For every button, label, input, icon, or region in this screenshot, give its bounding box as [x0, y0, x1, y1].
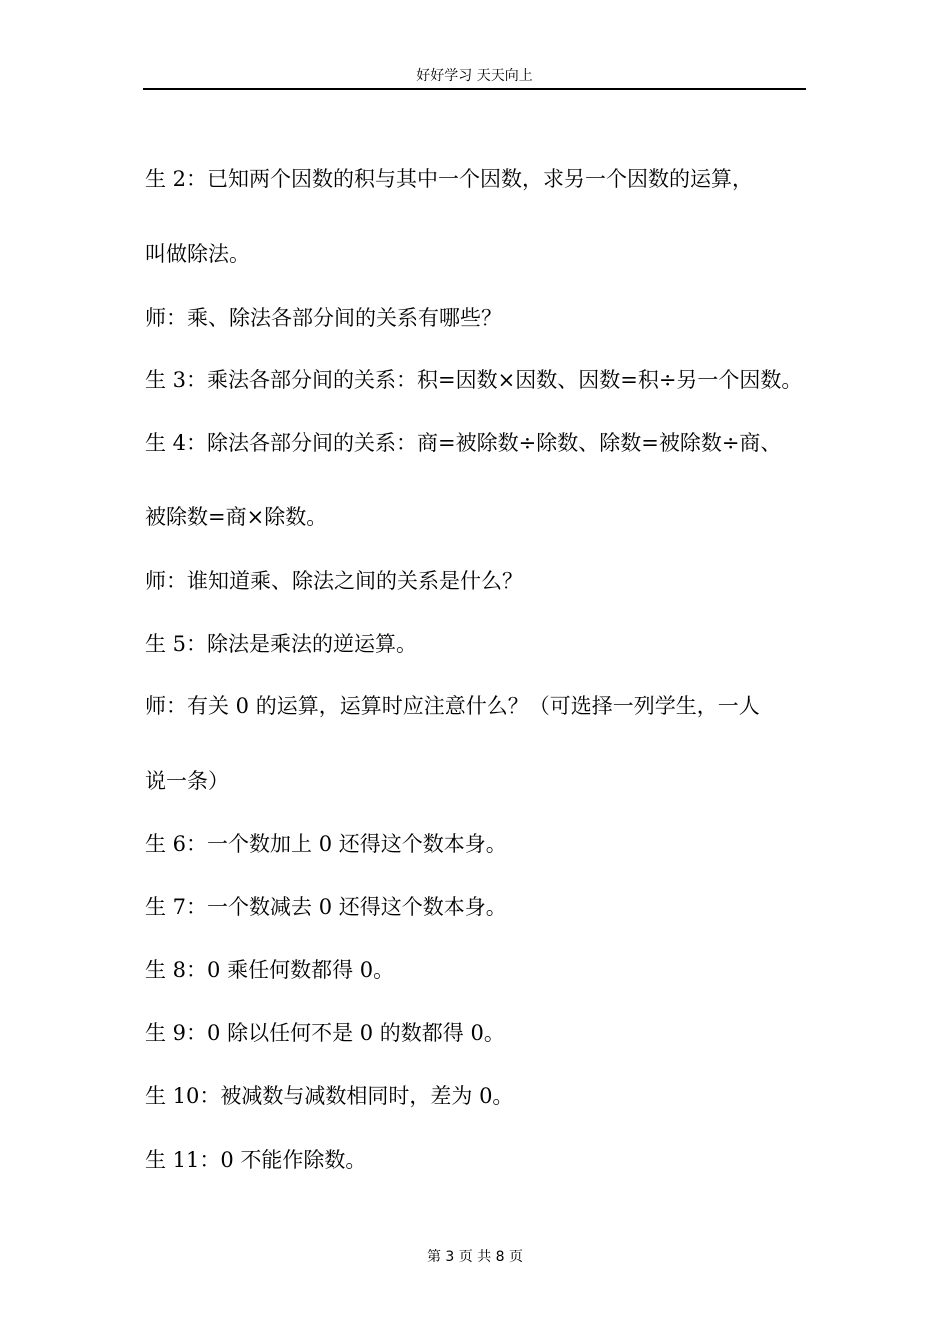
paragraph-line: 师：谁知道乘、除法之间的关系是什么？ — [145, 569, 523, 593]
page-footer: 第 3 页 共 8 页 — [426, 1249, 524, 1265]
paragraph-line: 师：有关 0 的运算，运算时应注意什么？（可选择一列学生，一人 — [145, 694, 760, 718]
paragraph-line: 生 3：乘法各部分间的关系：积=因数×因数、因数=积÷另一个因数。 — [145, 368, 803, 392]
paragraph-line: 生 11：0 不能作除数。 — [145, 1148, 367, 1172]
paragraph-line: 生 8：0 乘任何数都得 0。 — [145, 958, 395, 982]
paragraph-line: 说一条） — [145, 769, 229, 793]
page-header: 好好学习 天天向上 — [143, 66, 806, 90]
paragraph-line: 生 2：已知两个因数的积与其中一个因数，求另一个因数的运算， — [145, 167, 754, 191]
paragraph-line: 叫做除法。 — [145, 242, 250, 266]
paragraph-line: 生 7：一个数减去 0 还得这个数本身。 — [145, 895, 507, 919]
paragraph-line: 生 4：除法各部分间的关系：商=被除数÷除数、除数=被除数÷商、 — [145, 431, 782, 455]
paragraph-line: 师：乘、除法各部分间的关系有哪些？ — [145, 306, 502, 330]
paragraph-line: 生 6：一个数加上 0 还得这个数本身。 — [145, 832, 507, 856]
paragraph-line: 被除数=商×除数。 — [145, 505, 328, 529]
paragraph-line: 生 9：0 除以任何不是 0 的数都得 0。 — [145, 1021, 505, 1045]
paragraph-line: 生 10：被减数与减数相同时，差为 0。 — [145, 1084, 514, 1108]
paragraph-line: 生 5：除法是乘法的逆运算。 — [145, 632, 418, 656]
